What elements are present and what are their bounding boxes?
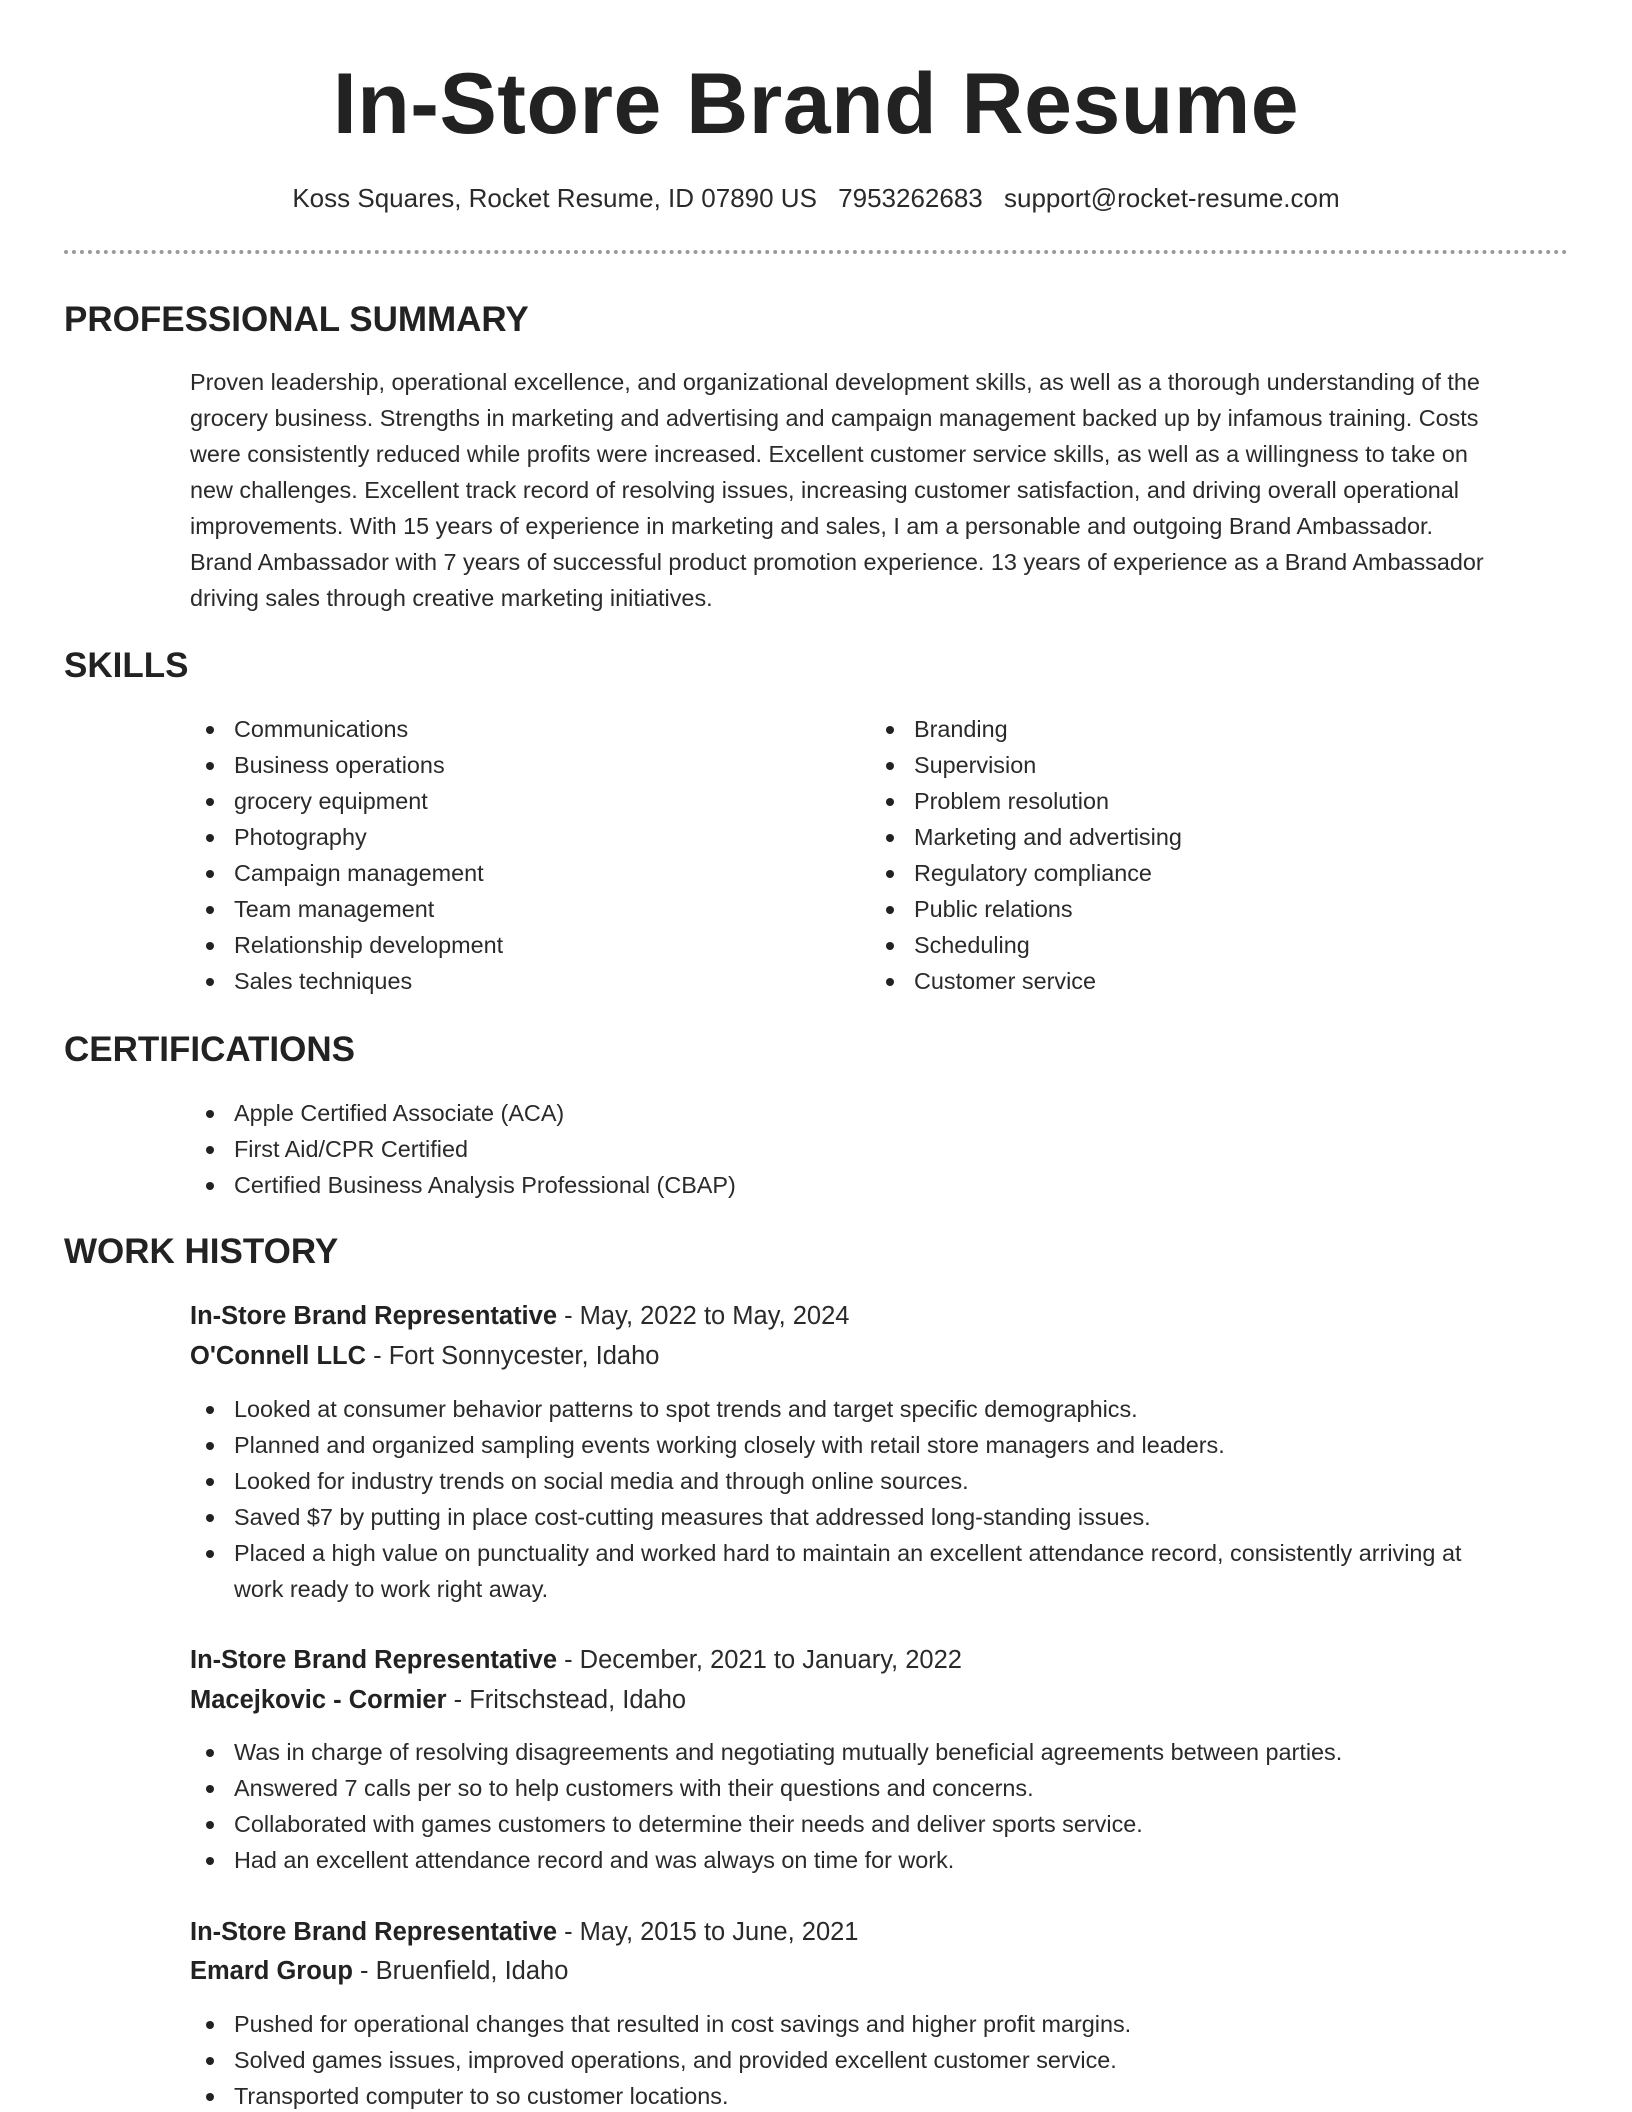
summary-text <box>190 364 1570 616</box>
list-item: Pushed for operational changes that resulted in cost savings and higher profit margins. <box>190 2006 1590 2042</box>
job-company: O'Connell LLC <box>190 1342 367 1370</box>
list-item: Looked for industry trends on social media and through online sources. <box>190 1463 1590 1499</box>
list-item: Branding <box>870 711 1530 747</box>
list-item: Certified Business Analysis Professional (CBAP) <box>190 1167 1570 1203</box>
list-item: Marketing and advertising <box>870 819 1530 855</box>
job-location: - Fort Sonnycester, Idaho <box>366 1342 660 1370</box>
list-item: Supervision <box>870 747 1530 783</box>
list-item: Team management <box>190 891 850 927</box>
list-item: Relationship development <box>190 927 850 963</box>
list-item-continuation: work ready to work right away. <box>234 1576 549 1602</box>
job-title: In-Store Brand Representative <box>190 1302 558 1330</box>
contact-email: support@rocket-resume.com <box>1004 183 1340 213</box>
list-item: Collaborated with games customers to determine their needs and deliver sports service. <box>190 1806 1590 1842</box>
job-company-line <box>190 1338 659 1374</box>
certifications-heading: CERTIFICATIONS <box>64 1030 356 1069</box>
job-dates: - May, 2022 to May, 2024 <box>557 1302 850 1330</box>
job-location: - Bruenfield, Idaho <box>352 1957 569 1985</box>
resume-title: In-Store Brand Resume <box>332 56 1300 152</box>
job-bullets <box>190 2006 1590 2112</box>
list-item: Apple Certified Associate (ACA) <box>190 1095 1570 1131</box>
list-item: grocery equipment <box>190 783 850 819</box>
contact-phone: 7953262683 <box>838 183 983 213</box>
skills-list-right <box>870 711 1530 999</box>
list-item: Transported computer to so customer locations. <box>190 2078 1590 2112</box>
contact-address: Koss Squares, Rocket Resume, ID 07890 US <box>292 183 817 213</box>
job-company: Emard Group <box>190 1957 353 1985</box>
list-item: Looked at consumer behavior patterns to spot trends and target specific demographics. <box>190 1391 1590 1427</box>
list-item: Public relations <box>870 891 1530 927</box>
list-item: Was in charge of resolving disagreements and negotiating mutually beneficial agreements between parties. <box>190 1734 1590 1770</box>
job-company-line <box>190 1953 568 1989</box>
list-item: Scheduling <box>870 927 1530 963</box>
list-item: Answered 7 calls per so to help customers with their questions and concerns. <box>190 1770 1590 1806</box>
list-item: Sales techniques <box>190 963 850 999</box>
list-item: Solved games issues, improved operations, and provided excellent customer service. <box>190 2042 1590 2078</box>
list-item: Had an excellent attendance record and was always on time for work. <box>190 1842 1590 1878</box>
skills-list-left <box>190 711 850 999</box>
list-item: Saved $7 by putting in place cost-cutting measures that addressed long-standing issues. <box>190 1499 1590 1535</box>
summary-line: new challenges. Excellent track record of resolving issues, increasing customer satisfaction, and driving overall operational <box>190 477 1459 503</box>
job-title-line <box>190 1298 849 1334</box>
job-bullets <box>190 1734 1590 1878</box>
list-item: Regulatory compliance <box>870 855 1530 891</box>
list-item: Customer service <box>870 963 1530 999</box>
job-title: In-Store Brand Representative <box>190 1918 558 1946</box>
job-dates: - May, 2015 to June, 2021 <box>557 1918 859 1946</box>
job-company-line <box>190 1682 686 1718</box>
list-item: Placed a high value on punctuality and worked hard to maintain an excellent attendance record, consistently arriving at <box>190 1535 1590 1571</box>
list-item: Planned and organized sampling events working closely with retail store managers and leaders. <box>190 1427 1590 1463</box>
job-title-line <box>190 1914 858 1950</box>
summary-line: Proven leadership, operational excellence, and organizational development skills, as well as a thorough understanding of the <box>190 369 1480 395</box>
header-divider <box>64 250 1568 254</box>
job-title-line <box>190 1642 962 1678</box>
certifications-list <box>190 1095 1570 1203</box>
summary-line: improvements. With 15 years of experience in marketing and sales, I am a personable and outgoing Brand Ambassador. <box>190 513 1433 539</box>
summary-line: Brand Ambassador with 7 years of successful product promotion experience. 13 years of experience as a Brand Ambassador <box>190 549 1484 575</box>
job-company: Macejkovic - Cormier <box>190 1686 447 1714</box>
job-location: - Fritschstead, Idaho <box>446 1686 687 1714</box>
work-history-heading: WORK HISTORY <box>64 1232 339 1271</box>
summary-line: were consistently reduced while profits were increased. Excellent customer service skills, as well as a willingness to take on <box>190 441 1468 467</box>
summary-heading: PROFESSIONAL SUMMARY <box>64 300 529 339</box>
job-title: In-Store Brand Representative <box>190 1646 558 1674</box>
skills-heading: SKILLS <box>64 646 189 685</box>
list-item: Campaign management <box>190 855 850 891</box>
list-item: Problem resolution <box>870 783 1530 819</box>
list-item: First Aid/CPR Certified <box>190 1131 1570 1167</box>
job-dates: - December, 2021 to January, 2022 <box>557 1646 962 1674</box>
list-item: Photography <box>190 819 850 855</box>
job-bullets <box>190 1391 1590 1607</box>
contact-line <box>0 180 1632 216</box>
list-item: Communications <box>190 711 850 747</box>
summary-line: grocery business. Strengths in marketing and advertising and campaign management backed up by infamous training. Costs <box>190 405 1479 431</box>
list-item: Business operations <box>190 747 850 783</box>
summary-line: driving sales through creative marketing initiatives. <box>190 585 713 611</box>
